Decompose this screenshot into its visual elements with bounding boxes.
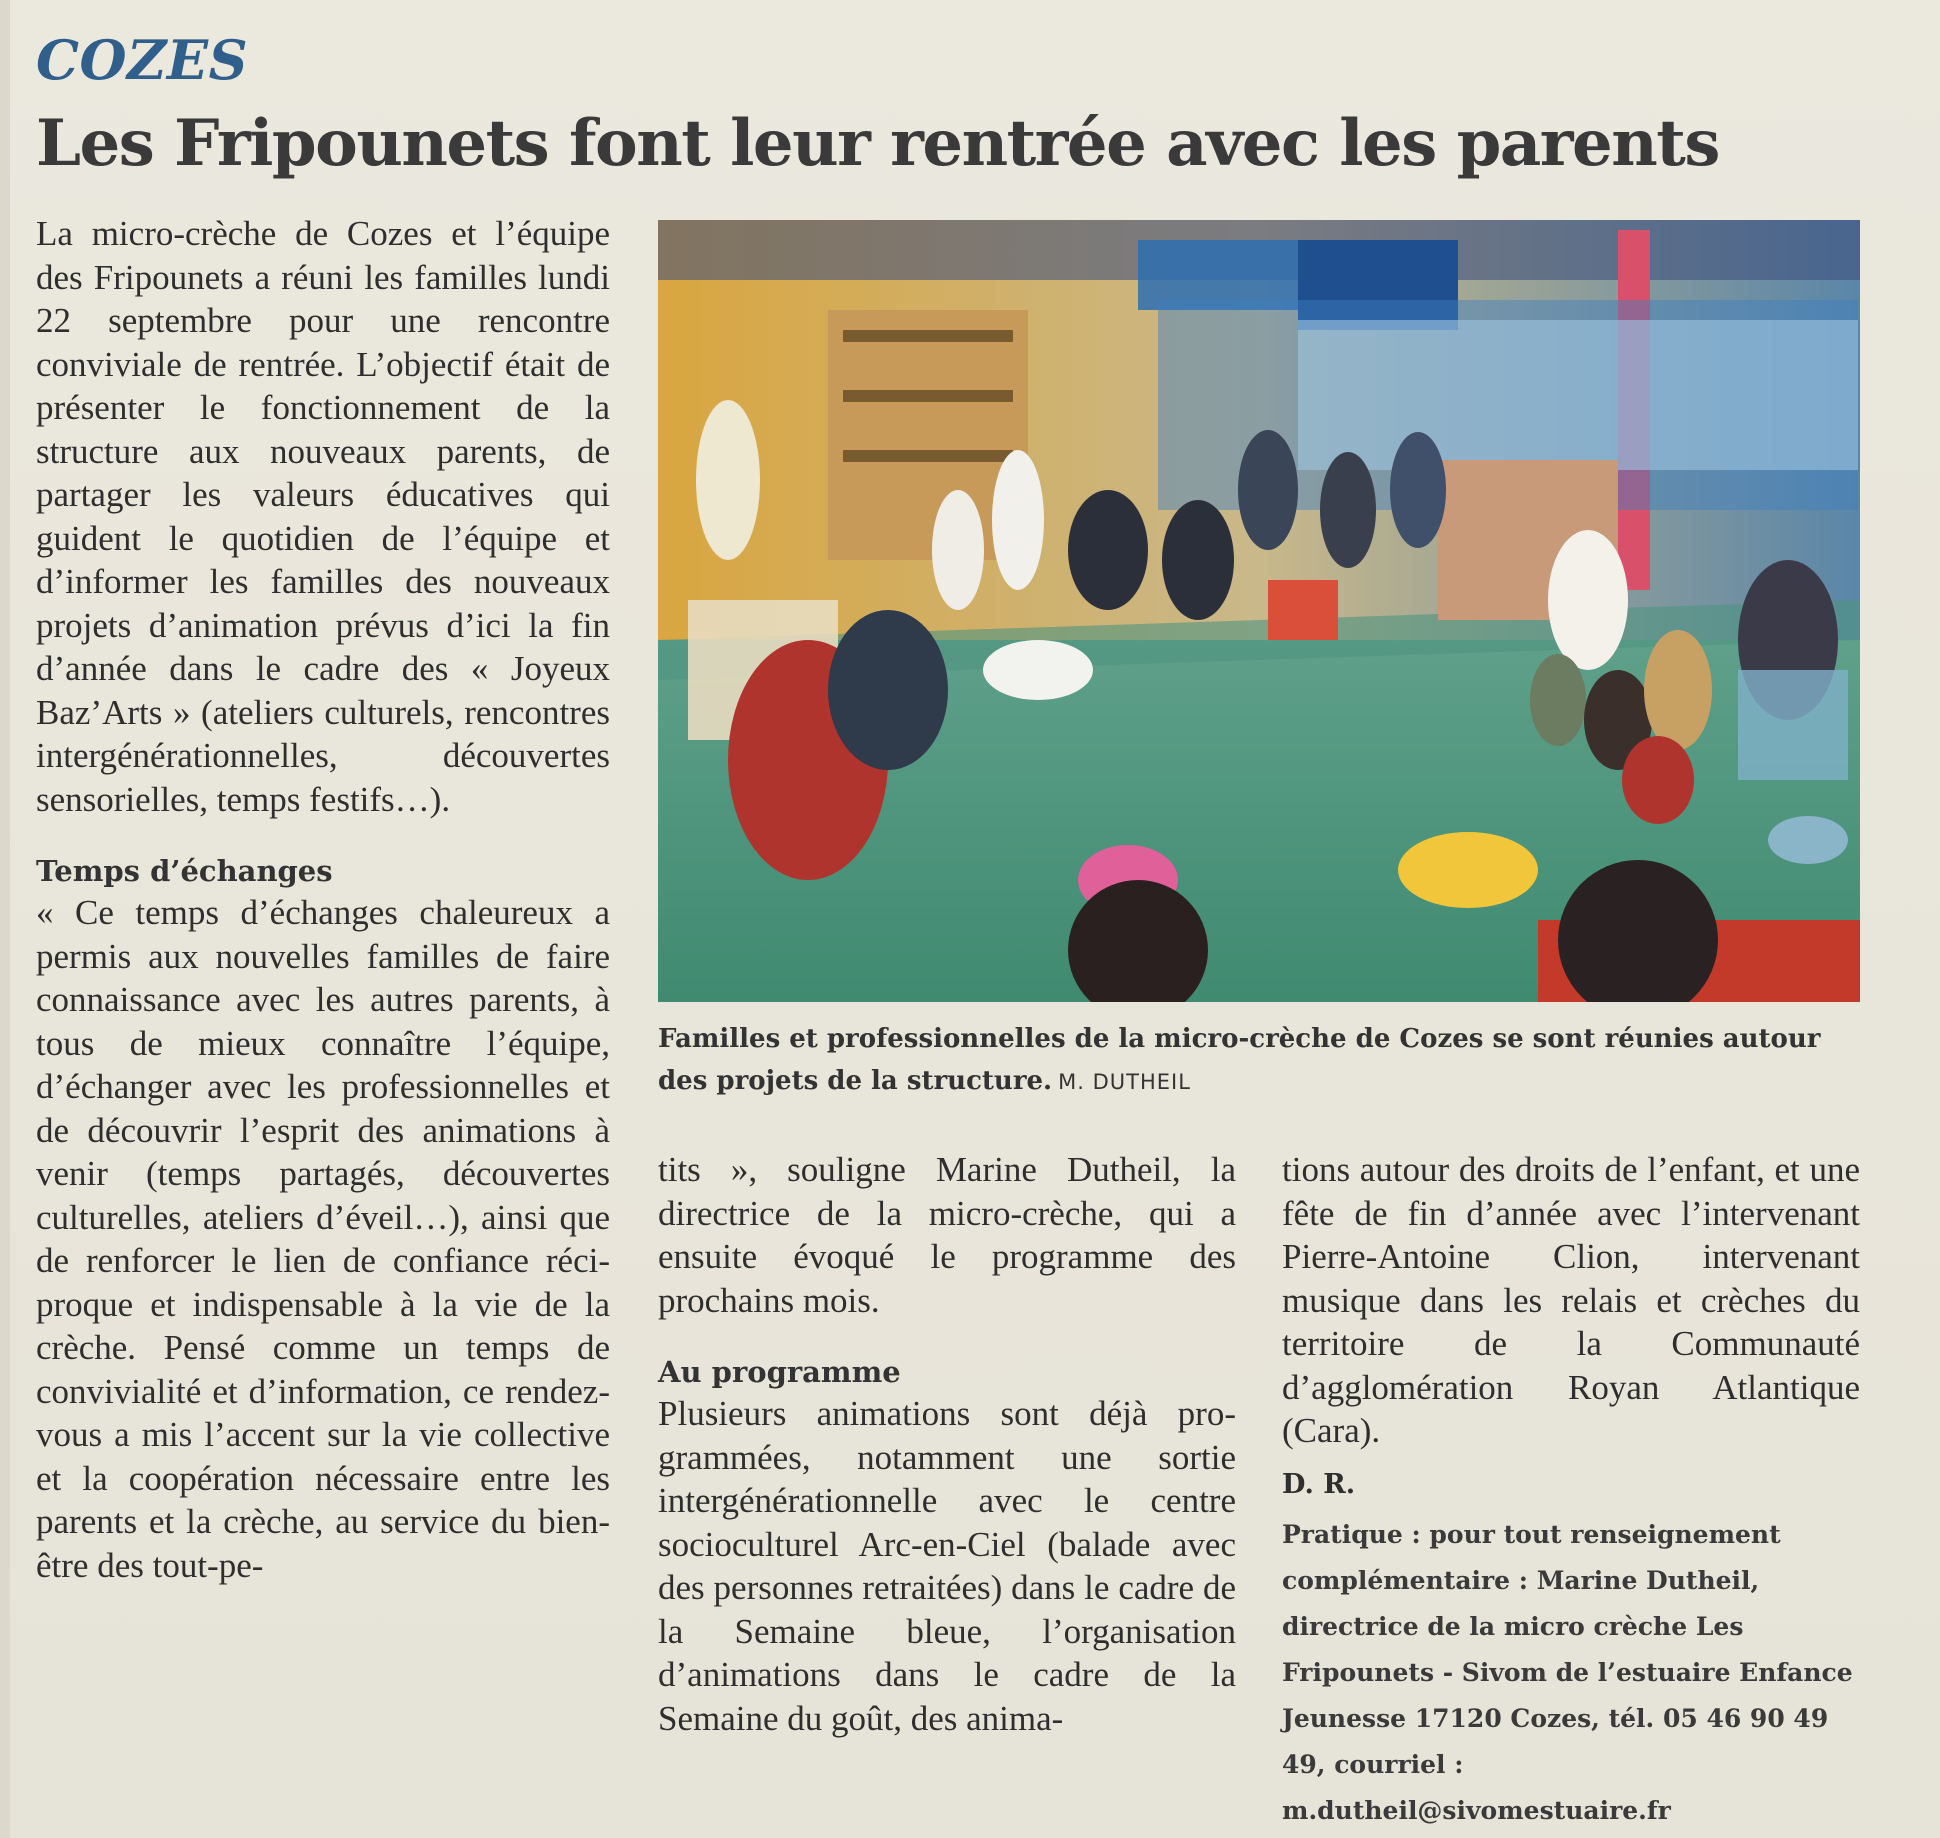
article-column-3 xyxy=(1282,1148,1860,1834)
photo-illustration xyxy=(658,220,1860,1002)
body-paragraph-3: Plusieurs animations sont déjà programmées, notamment une sortie intergénérationnelle avec le centre socioculturel Arc-en-Ciel (balade avec des personnes retraitées) dans le cadre de la Semaine bleue, l’organisation d’animations dans le cadre de la Semaine du goût, des anima- xyxy=(658,1394,1236,1738)
body-paragraph-2: tits », souligne Marine Dutheil, la directrice de la micro-crèche, qui a ensuite évoqué le programme des prochains mois. xyxy=(658,1150,1236,1320)
page-edge xyxy=(0,0,10,1838)
subhead-temps-echanges: Temps d’échanges xyxy=(36,854,333,888)
intro-paragraph: La micro-crèche de Cozes et l’équipe des Fripounets a réuni les familles lundi 22 septembre pour une rencontre conviviale de rentrée. L’objectif était de présenter le fonctionnement de la structure aux nouveaux parents, de partager les valeurs éducatives qui guident le quotidien de l’équipe et d’informer les familles des nouveaux projets d’animation prévus d’ici la fin d’année dans le cadre des « Joyeux Baz’Arts » (ateliers culturels, rencontres intergénérationnelles, découvertes sensorielles, temps festifs…). xyxy=(36,214,610,819)
body-paragraph-4: tions autour des droits de l’enfant, et une fête de fin d’année avec l’intervenant Pierre-Antoine Clion, intervenant musique dans les relais et crèches du territoire de la Communauté d’agglomération Royan Atlantique (Cara). xyxy=(1282,1150,1860,1450)
article-column-2 xyxy=(658,1148,1236,1740)
article-photo xyxy=(658,220,1860,1002)
subhead-au-programme: Au programme xyxy=(658,1355,901,1389)
article-column-1 xyxy=(36,212,610,1587)
headline: Les Fripounets font leur rentrée avec les parents xyxy=(36,106,1719,181)
body-paragraph: « Ce temps d’échanges chaleureux a permis aux nouvelles familles de faire connaissance avec les autres parents, à tous de mieux connaître l’équipe, d’échanger avec les professionnelles et de découvrir l’esprit des animations à venir (temps partagés, découvertes culturelles, ateliers d’éveil…), ainsi que de renforcer le lien de confiance réciproque et indispensable à la vie de la crèche. Pensé comme un temps de convivialité et d’information, ce rendez-vous a mis l’accent sur la vie collective et la coopération nécessaire entre les parents et la crèche, au service du bien-être des tout-pe- xyxy=(36,893,610,1585)
caption-text: Familles et professionnelles de la micro-crèche de Cozes se sont réunies autour des projets de la structure. xyxy=(658,1024,1821,1096)
photo-caption xyxy=(658,1018,1860,1103)
author-signature: D. R. xyxy=(1282,1468,1356,1500)
photo-credit: M. DUTHEIL xyxy=(1058,1070,1191,1094)
rubric-label: COZES xyxy=(36,28,249,92)
practical-info: Pratique : pour tout renseignement complémentaire : Marine Dutheil, directrice de la micro crèche Les Fripounets - Sivom de l’estuaire Enfance Jeunesse 17120 Cozes, tél. 05 46 90 49 49, courriel : m.dutheil@sivomestuaire.fr xyxy=(1282,1520,1853,1825)
